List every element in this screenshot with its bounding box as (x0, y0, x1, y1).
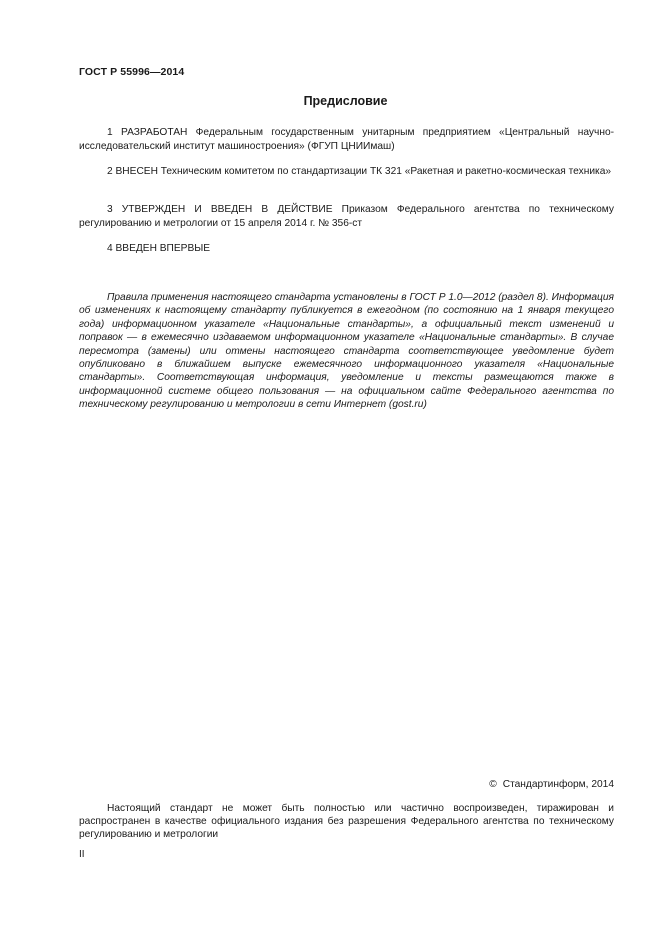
preface-item-4: 4 ВВЕДЕН ВПЕРВЫЕ (107, 243, 211, 254)
page-title-text: Предисловие (303, 94, 388, 108)
copyright-symbol: © (489, 779, 497, 790)
document-number-header: ГОСТ Р 55996—2014 (79, 66, 185, 78)
application-rules-note: Правила применения настоящего стандарта установлены в ГОСТ Р 1.0—2012 (раздел 8). Информация об изменениях к настоящему стандарту публикуется в ежегодном (по состоянию на 1 января текущего года) информационном указателе «Национальные стандарты», а официальный текст изменений и поправок — в ежемесячно издаваемом информационном указателе «Национальные стандарты». В случае пересмотра (замены) или отмены настоящего стандарта соответствующее уведомление будет опубликовано в ближайшем выпуске ежемесячного информационного указателя «Национальные стандарты». Соответствующая информация, уведомление и тексты размещаются также в информационной системе общего пользования — на официальном сайте Федерального агентства по техническому регулированию и метрологии в сети Интернет (gost.ru) (79, 292, 614, 411)
copyright-text: Стандартинформ, 2014 (502, 779, 614, 790)
page-number: II (79, 849, 85, 860)
preface-item-1: 1 РАЗРАБОТАН Федеральным государственным унитарным предприятием «Центральный научно-исследовательский институт машиностроения» (ФГУП ЦНИИмаш) (79, 127, 614, 152)
preface-item-3: 3 УТВЕРЖДЕН И ВВЕДЕН В ДЕЙСТВИЕ Приказом Федерального агентства по техническому регулированию и метрологии от 15 апреля 2014 г. № 356-ст (79, 204, 614, 229)
preface-item-2: 2 ВНЕСЕН Техническим комитетом по стандартизации ТК 321 «Ракетная и ракетно-космическая техника» (107, 166, 612, 177)
page-title (0, 94, 661, 108)
copyright-line (489, 779, 614, 790)
reproduction-notice: Настоящий стандарт не может быть полностью или частично воспроизведен, тиражирован и распространен в качестве официального издания без разрешения Федерального агентства по техническому регулированию и метрологии (79, 803, 614, 841)
